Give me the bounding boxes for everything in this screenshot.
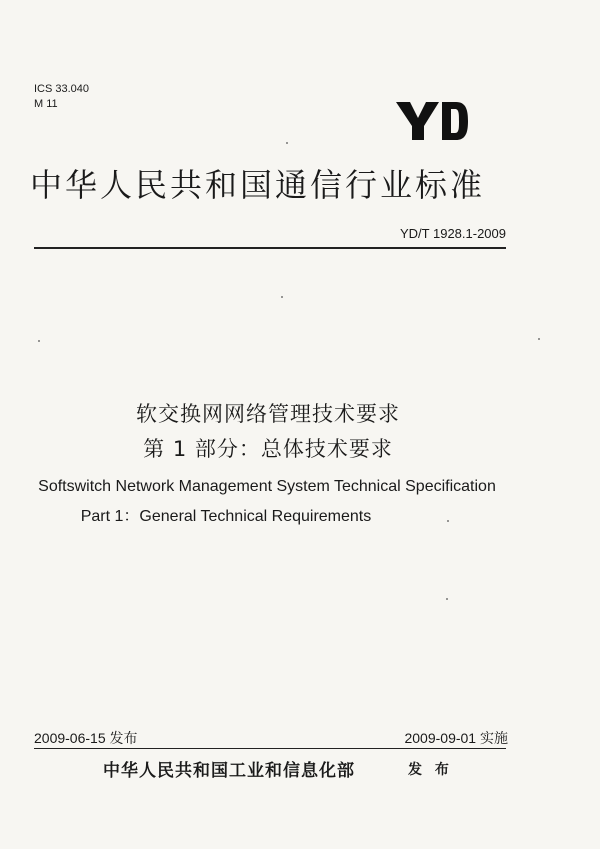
- title-zh-line2: 第 1 部分：总体技术要求: [143, 437, 393, 461]
- scan-speck: [538, 338, 540, 340]
- effective-date: 2009-09-01 实施: [404, 730, 508, 746]
- scan-speck: [281, 296, 283, 298]
- footer-divider: [34, 748, 506, 749]
- ics-code: ICS 33.040: [34, 83, 90, 95]
- publisher-name: 中华人民共和国工业和信息化部: [103, 761, 355, 781]
- org-standard-title: 中华人民共和国通信行业标准: [30, 166, 486, 204]
- publish-label: 发 布: [408, 762, 453, 778]
- publish-date: 2009-06-15 发布: [34, 730, 138, 746]
- title-en-line1: Softswitch Network Management System Technical Specification: [38, 478, 496, 495]
- classification-codes: [34, 82, 89, 112]
- scan-speck: [447, 520, 449, 522]
- scan-speck: [38, 340, 40, 342]
- title-en-line2: Part 1：General Technical Requirements: [80, 508, 372, 525]
- title-zh-line1: 软交换网网络管理技术要求: [136, 402, 400, 426]
- scan-speck: [446, 598, 448, 600]
- standard-number: YD/T 1928.1-2009: [400, 226, 506, 241]
- yd-logo: [396, 100, 468, 142]
- header-divider: [34, 247, 506, 249]
- scan-speck: [286, 142, 288, 144]
- class-code: M 11: [34, 98, 58, 110]
